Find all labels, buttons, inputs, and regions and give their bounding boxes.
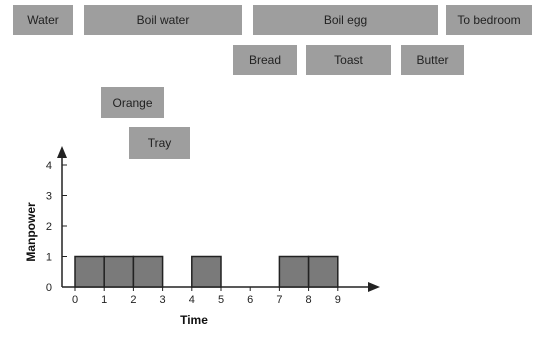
task-orange: Orange xyxy=(101,87,164,118)
manpower-chart xyxy=(0,140,540,338)
x-tick-label: 0 xyxy=(71,294,79,306)
bar xyxy=(192,257,221,288)
y-axis-arrow xyxy=(57,146,67,158)
y-tick-labels xyxy=(46,160,67,294)
x-tick-label: 9 xyxy=(334,294,341,306)
y-axis-label: Manpower xyxy=(24,202,38,262)
bar xyxy=(279,257,308,288)
y-tick-label: 3 xyxy=(45,190,52,203)
task-to-bedroom: To bedroom xyxy=(446,5,532,35)
x-tick-label: 2 xyxy=(130,294,137,306)
bars xyxy=(75,257,338,288)
task-boil-egg: Boil egg xyxy=(253,5,438,35)
x-tick-label: 1 xyxy=(101,294,108,306)
x-tick-label: 3 xyxy=(159,294,166,306)
x-tick-label: 8 xyxy=(305,294,312,306)
x-tick-label: 4 xyxy=(188,294,195,306)
y-tick-label: 2 xyxy=(45,221,52,233)
x-tick-label: 5 xyxy=(217,294,225,306)
bar xyxy=(75,257,104,288)
task-bread: Bread xyxy=(233,45,297,75)
x-tick-label: 6 xyxy=(247,294,254,306)
x-axis-arrow xyxy=(368,282,380,292)
bar xyxy=(309,257,338,288)
task-boil-water: Boil water xyxy=(84,5,242,35)
task-tray: Tray xyxy=(129,127,190,159)
x-axis-label: Time xyxy=(180,313,208,327)
x-tick-label: 7 xyxy=(276,294,283,306)
y-tick-label: 4 xyxy=(45,160,52,172)
bar xyxy=(104,257,133,288)
task-toast: Toast xyxy=(306,45,391,75)
y-tick-label: 0 xyxy=(45,282,52,294)
x-tick-labels xyxy=(72,287,341,306)
task-butter: Butter xyxy=(401,45,464,75)
y-tick-label: 1 xyxy=(45,251,52,264)
task-water: Water xyxy=(13,5,73,35)
bar xyxy=(133,257,162,288)
